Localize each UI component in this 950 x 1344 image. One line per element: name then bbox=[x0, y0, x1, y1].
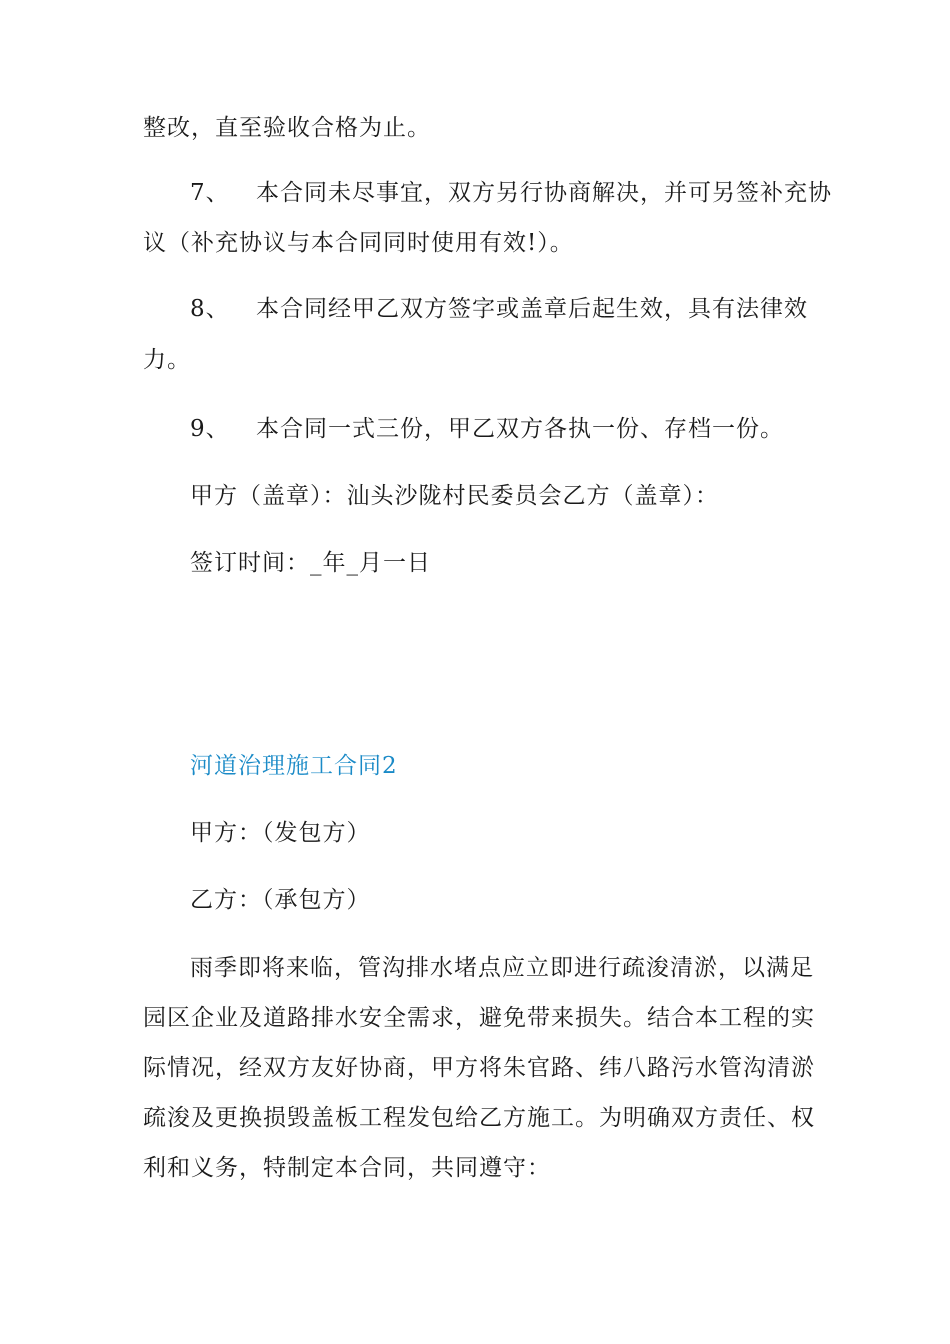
sign-date: 签订时间：_年_月一日 bbox=[190, 550, 431, 576]
intro-paragraph-line: 际情况，经双方友好协商，甲方将朱官路、纬八路污水管沟清淤 bbox=[143, 1055, 815, 1081]
signature-line: 甲方（盖章）：汕头沙陇村民委员会乙方（盖章）： bbox=[190, 483, 719, 509]
text-line: 整改，直至验收合格为止。 bbox=[143, 115, 431, 141]
clause-number: 7、 bbox=[190, 180, 230, 206]
clause-text: 本合同未尽事宜，双方另行协商解决，并可另签补充协 bbox=[256, 180, 832, 206]
party-a: 甲方：（发包方） bbox=[190, 820, 371, 846]
clause-8 bbox=[190, 294, 808, 324]
text-line: 力。 bbox=[143, 347, 191, 373]
clause-9 bbox=[190, 414, 784, 444]
clause-7 bbox=[190, 178, 832, 208]
intro-paragraph-line: 园区企业及道路排水安全需求，避免带来损失。结合本工程的实 bbox=[143, 1005, 815, 1031]
text-line: 议（补充协议与本合同同时使用有效!）。 bbox=[143, 230, 574, 256]
clause-number: 8、 bbox=[190, 296, 230, 322]
clause-text: 本合同经甲乙双方签字或盖章后起生效，具有法律效 bbox=[256, 296, 808, 322]
section-heading: 河道治理施工合同2 bbox=[190, 753, 398, 779]
clause-text: 本合同一式三份，甲乙双方各执一份、存档一份。 bbox=[256, 416, 784, 442]
party-b: 乙方：（承包方） bbox=[190, 887, 371, 913]
intro-paragraph-line: 雨季即将来临，管沟排水堵点应立即进行疏浚清淤，以满足 bbox=[190, 955, 814, 981]
intro-paragraph-line: 利和义务，特制定本合同，共同遵守： bbox=[143, 1155, 551, 1181]
intro-paragraph-line: 疏浚及更换损毁盖板工程发包给乙方施工。为明确双方责任、权 bbox=[143, 1105, 815, 1131]
clause-number: 9、 bbox=[190, 416, 230, 442]
